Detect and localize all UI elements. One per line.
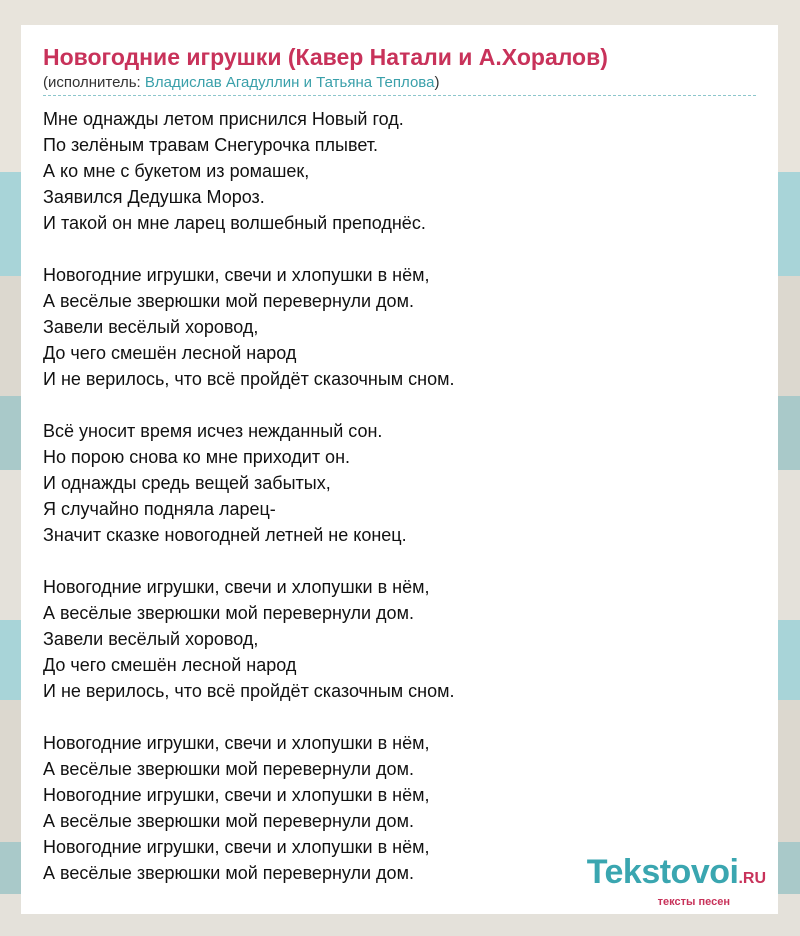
- lyric-line: Значит сказке новогодней летней не конец.: [43, 525, 407, 545]
- lyric-line: Заявился Дедушка Мороз.: [43, 187, 265, 207]
- lyric-line: А весёлые зверюшки мой перевернули дом.: [43, 759, 414, 779]
- lyric-line: Я случайно подняла ларец-: [43, 499, 276, 519]
- site-logo[interactable]: [587, 855, 766, 908]
- lyric-line: Новогодние игрушки, свечи и хлопушки в нём,: [43, 785, 430, 805]
- lyric-line: И такой он мне ларец волшебный преподнёс.: [43, 213, 426, 233]
- lyric-line: Мне однажды летом приснился Новый год.: [43, 109, 404, 129]
- verse: [43, 418, 756, 548]
- lyric-line: До чего смешён лесной народ: [43, 655, 297, 675]
- lyric-line: И не верилось, что всё пройдёт сказочным сном.: [43, 681, 455, 701]
- chorus: [43, 262, 756, 392]
- logo-wordmark: [587, 855, 766, 896]
- song-title: Новогодние игрушки (Кавер Натали и А.Хоралов): [43, 44, 608, 70]
- logo-tagline: тексты песен: [657, 896, 730, 908]
- lyric-line: Завели весёлый хоровод,: [43, 317, 259, 337]
- lyric-line: А ко мне с букетом из ромашек,: [43, 161, 310, 181]
- lyrics-card: [21, 25, 778, 914]
- performer-line: [43, 74, 756, 96]
- logo-tld: .RU: [738, 870, 766, 887]
- lyrics-body: [43, 106, 756, 886]
- lyric-line: И не верилось, что всё пройдёт сказочным сном.: [43, 369, 455, 389]
- lyric-line: Новогодние игрушки, свечи и хлопушки в нём,: [43, 265, 430, 285]
- lyric-line: А весёлые зверюшки мой перевернули дом.: [43, 811, 414, 831]
- chorus: [43, 574, 756, 704]
- verse: [43, 106, 756, 236]
- lyric-line: Всё уносит время исчез нежданный сон.: [43, 421, 383, 441]
- lyric-line: Но порою снова ко мне приходит он.: [43, 447, 351, 467]
- performer-suffix: ): [434, 74, 440, 91]
- lyric-line: А весёлые зверюшки мой перевернули дом.: [43, 863, 414, 883]
- lyric-line: По зелёным травам Снегурочка плывет.: [43, 135, 379, 155]
- lyric-line: И однажды средь вещей забытых,: [43, 473, 331, 493]
- performer-prefix: (исполнитель:: [43, 74, 145, 91]
- logo-main-text: Tekstovoi: [586, 853, 739, 891]
- lyric-line: Новогодние игрушки, свечи и хлопушки в нём,: [43, 577, 430, 597]
- performer-link[interactable]: Владислав Агадуллин и Татьяна Теплова: [144, 74, 435, 91]
- lyric-line: Новогодние игрушки, свечи и хлопушки в нём,: [43, 733, 430, 753]
- lyric-line: До чего смешён лесной народ: [43, 343, 297, 363]
- lyric-line: Новогодние игрушки, свечи и хлопушки в нём,: [43, 837, 430, 857]
- lyric-line: Завели весёлый хоровод,: [43, 629, 259, 649]
- lyric-line: А весёлые зверюшки мой перевернули дом.: [43, 291, 414, 311]
- lyric-line: А весёлые зверюшки мой перевернули дом.: [43, 603, 414, 623]
